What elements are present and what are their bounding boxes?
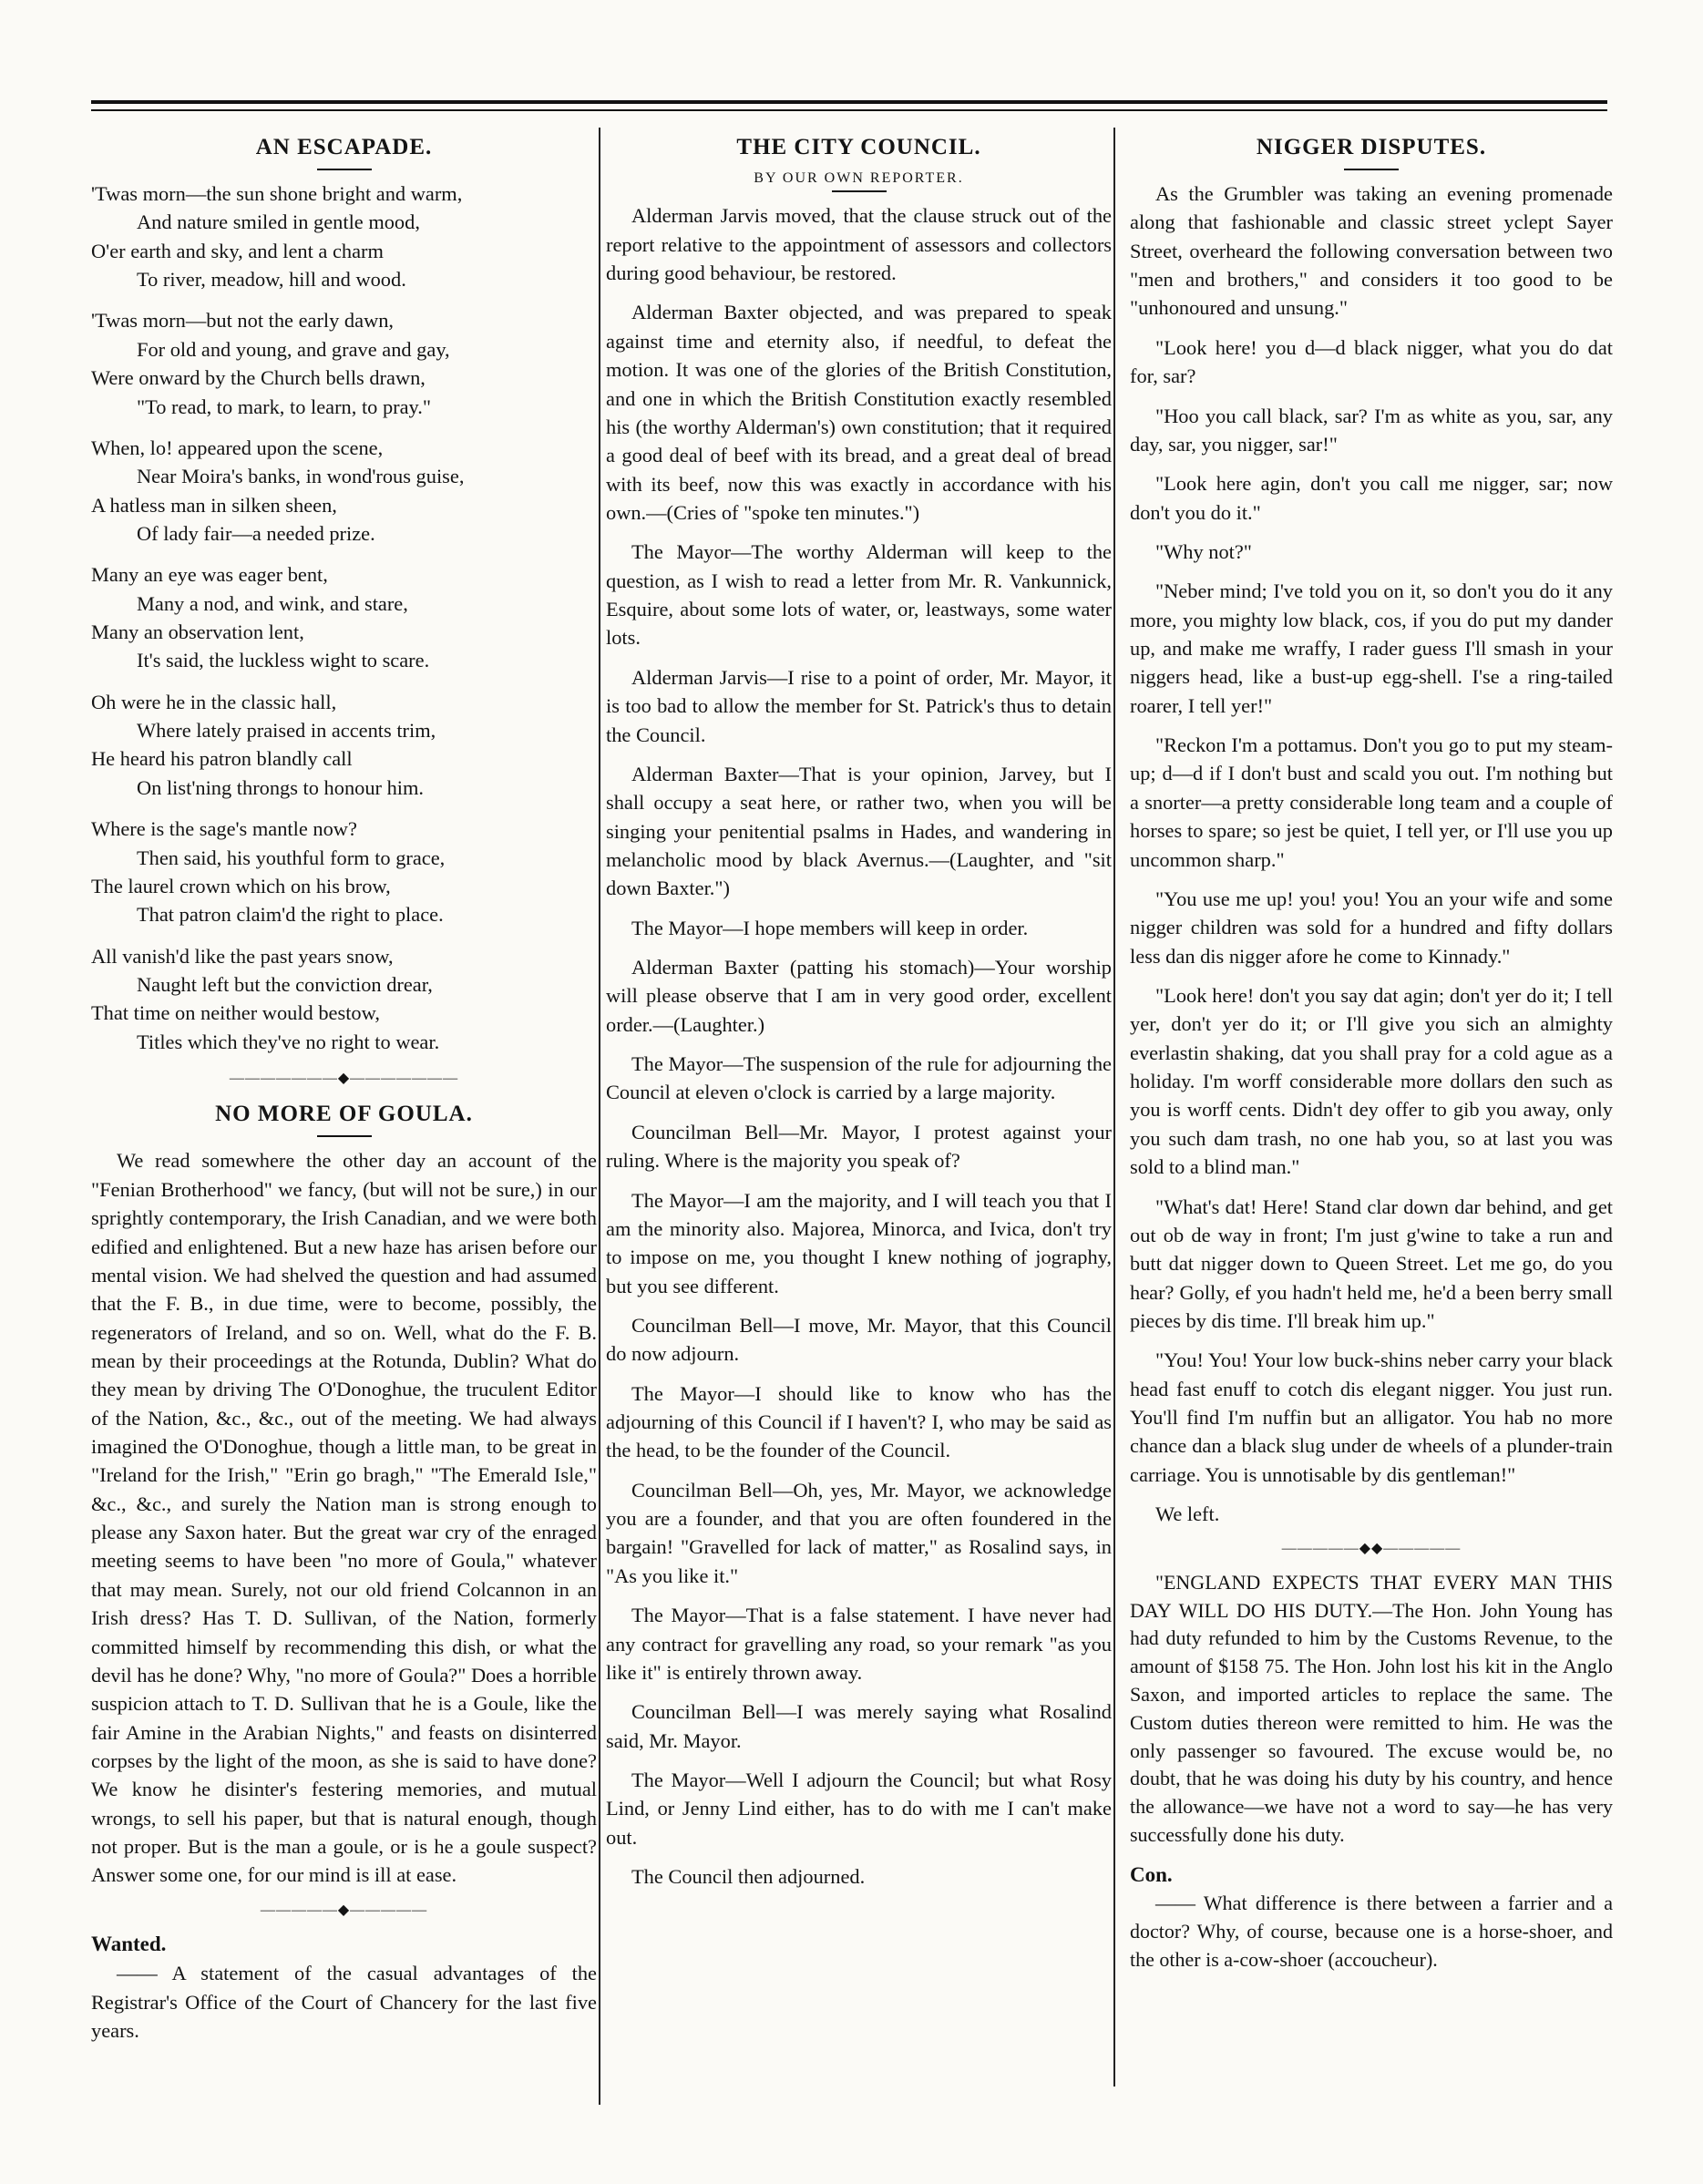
center-column xyxy=(606,128,1112,1902)
article-paragraph: Alderman Jarvis—I rise to a point of order, Mr. Mayor, it is too bad to allow the member for St. Patrick's thus to detain the Council. xyxy=(606,665,1112,746)
article-paragraph: Alderman Jarvis moved, that the clause struck out of the report relative to the appointment of assessors and collectors during good behaviour, be restored. xyxy=(606,204,1112,285)
title-underline xyxy=(1344,169,1399,170)
top-rule xyxy=(91,100,1607,104)
poem xyxy=(91,179,597,1056)
section-ornament: —————◆◆————— xyxy=(1281,1541,1462,1557)
con-paragraph: —— What difference is there between a farrier and a doctor? Why, of course, because one is a horse-shoer, and the other is a-cow-shoer (accoucheur). xyxy=(1130,1892,1613,1971)
poem-line: Titles which they've no right to wear. xyxy=(137,1030,440,1053)
poem-line: Many a nod, and wink, and stare, xyxy=(137,591,408,615)
poem-line: Many an observation lent, xyxy=(91,620,304,644)
poem-line: 'Twas morn—the sun shone bright and warm, xyxy=(91,182,463,205)
column-divider xyxy=(1113,128,1115,2087)
poem-line: Were onward by the Church bells drawn, xyxy=(91,366,426,390)
article-paragraph: The Mayor—The worthy Alderman will keep to the question, as I wish to read a letter from Mr. R. Vankunnick, Esquire, about some lots of water, or, leastways, some water lots. xyxy=(606,540,1112,650)
article-paragraph: The Mayor—I should like to know who has the adjourning of this Council if I haven't? I, who may be said as the head, to be the founder of the Council. xyxy=(606,1381,1112,1462)
poem-stanza xyxy=(91,688,597,802)
poem-line: Near Moira's banks, in wond'rous guise, xyxy=(137,465,465,488)
poem-line: Oh were he in the classic hall, xyxy=(91,690,337,713)
poem-line: That time on neither would bestow, xyxy=(91,1001,380,1025)
poem-line: To river, meadow, hill and wood. xyxy=(137,268,406,292)
right-column xyxy=(1130,128,1613,1984)
poem-line: "To read, to mark, to learn, to pray." xyxy=(137,395,432,418)
poem-title: AN ESCAPADE. xyxy=(255,135,433,159)
poem-line: That patron claim'd the right to place. xyxy=(137,903,444,927)
article-paragraph: "You! You! Your low buck-shins neber carry your black head fast enuff to cotch dis elegant nigger. You just run. You'll find I'm nuffin but an alligator. You hab no more chance dan a black slug under de wheels of a plunder-train carriage. You is unnotisable by dis gentleman!" xyxy=(1130,1348,1613,1486)
poem-line: It's said, the luckless wight to scare. xyxy=(137,649,430,672)
poem-stanza xyxy=(91,815,597,928)
title-underline xyxy=(317,1135,372,1137)
poem-stanza xyxy=(91,560,597,674)
section-ornament: —————◆————— xyxy=(260,1902,428,1918)
column-divider xyxy=(599,128,600,2105)
poem-line: O'er earth and sky, and lent a charm xyxy=(91,239,384,262)
left-column xyxy=(91,128,597,2056)
article-paragraph: Councilman Bell—Oh, yes, Mr. Mayor, we acknowledge you are a founder, and that you are often foundered in the bargain! "Gravelled for lack of matter," as Rosalind says, in "As you like it." xyxy=(606,1478,1112,1587)
poem-line: Where lately praised in accents trim, xyxy=(137,719,436,743)
poem-line: When, lo! appeared upon the scene, xyxy=(91,436,384,459)
article-paragraph: "What's dat! Here! Stand clar down dar behind, and get out ob de way in front; I'm just g'wine to take a run and butt dat nigger down to Queen Street. Let me go, do you hear? Golly, ef you hadn't held me, he'd a been berry small pieces by dis time. I'll break him up." xyxy=(1130,1195,1613,1332)
poem-line: 'Twas morn—but not the early dawn, xyxy=(91,309,395,333)
poem-line: Many an eye was eager bent, xyxy=(91,563,328,587)
poem-line: On list'ning throngs to honour him. xyxy=(137,775,425,799)
article-title: NO MORE OF GOULA. xyxy=(215,1102,473,1127)
article-paragraph: Alderman Baxter objected, and was prepared to speak against time and eternity also, if needful, to defeat the motion. It was one of the glories of the British Constitution, and one in which the British Constitution exactly resembled his (the worthy Alderman's) own constitution; that it required a good deal of beef with its bread, and a great deal of bread with its beef, now this was exactly in accordance with his own.—(Cries of "spoke ten minutes.") xyxy=(606,301,1112,524)
title-underline xyxy=(832,190,887,192)
england-paragraph: "ENGLAND EXPECTS THAT EVERY MAN THIS DAY WILL DO HIS DUTY.—The Hon. John Young has had duty refunded to him by the Customs Revenue, to the amount of $158 75. The Hon. John lost his kit in the Anglo Saxon, and imported articles to replace the same. The Custom duties thereon were remitted to him. He was the only passenger so favoured. The excuse would be, no doubt, that he was doing his duty by his country, and hence the allowance—we have not a word to say—he has very successfully done his duty. xyxy=(1130,1570,1613,1847)
poem-stanza xyxy=(91,434,597,548)
article-paragraph: We left. xyxy=(1155,1502,1220,1526)
poem-line: The laurel crown which on his brow, xyxy=(91,874,391,897)
article-paragraph: "Why not?" xyxy=(1155,539,1252,563)
section-ornament: ———————◆——————— xyxy=(229,1071,459,1087)
poem-stanza xyxy=(91,179,597,293)
poem-line: Naught left but the conviction drear, xyxy=(137,972,433,996)
article-paragraph: Alderman Baxter—That is your opinion, Jarvey, but I shall occupy a seat here, or rather two, when you will be singing your penitential psalms in Hades, and wandering in melancholic mood by black Avernus.—(Laughter, and "sit down Baxter.") xyxy=(606,762,1112,900)
title-underline xyxy=(317,169,372,170)
article-paragraph: "You use me up! you! you! You an your wife and some nigger children was sold for a hundred and fifty dollars less dan dis nigger afore he come to Kinnady." xyxy=(1130,887,1613,968)
article-paragraph: Councilman Bell—I was merely saying what Rosalind said, Mr. Mayor. xyxy=(606,1700,1112,1752)
poem-line: Where is the sage's mantle now? xyxy=(91,817,357,841)
poem-line: Then said, his youthful form to grace, xyxy=(137,846,446,869)
article-paragraph: The Mayor—The suspension of the rule for adjourning the Council at eleven o'clock is carried by a large majority. xyxy=(606,1052,1112,1104)
article-paragraph: We read somewhere the other day an account of the "Fenian Brotherhood" we fancy, (but will not be sure,) in our sprightly contemporary, the Irish Canadian, and we were both edified and enlightened. But a new haze has arisen before our mental vision. We had shelved the question and had assumed that the F. B., in due time, were to become, possibly, the regenerators of Ireland, and so on. Well, what do the F. B. mean by their proceedings at the Rotunda, Dublin? What do they mean by driving The O'Donoghue, the truculent Editor of the Nation, &c., &c., out of the meeting. We had always imagined the O'Donoghue, though a little man, to be great in "Ireland for the Irish," "Erin go bragh," "The Emerald Isle," &c., &c., and surely the Nation man is strong enough to please any Saxon hater. But the great war cry of the enraged meeting seems to have been "no more of Goula," whatever that may mean. Surely, not our old friend Colcannon in an Irish dress? Has T. D. Sullivan, of the Nation, formerly committed himself by recommending this dish, or what the devil has he done? Why, "no more of Goula?" Does a horrible suspicion attach to T. D. Sullivan that he is a Goule, like the fair Amine in the Arabian Nights," and feasts on disinterred corpses by the light of the moon, as she is said to have done? We know he disinter's festering memories, and mutual wrongs, to sell his paper, but that is natural enough, though not proper. But is the man a goule, or is he a goule suspect? Answer some one, for our mind is ill at ease. xyxy=(91,1149,597,1887)
article-paragraph: As the Grumbler was taking an evening promenade along that fashionable and classic street yclept Sayer Street, overheard the following conversation between two "men and brothers," and considers it too good to be "unhonoured and unsung." xyxy=(1130,182,1613,320)
byline: BY OUR OWN REPORTER. xyxy=(754,170,964,186)
poem-line: Of lady fair—a needed prize. xyxy=(137,521,375,545)
poem-line: And nature smiled in gentle mood, xyxy=(137,210,420,234)
article-paragraph: The Mayor—That is a false statement. I have never had any contract for gravelling any road, so your remark "as you like it" is entirely thrown away. xyxy=(606,1604,1112,1684)
wanted-heading: Wanted. xyxy=(91,1933,167,1956)
article-paragraph: The Mayor—I am the majority, and I will teach you that I am the minority also. Majorea, Minorca, and Ivica, don't try to impose on me, you thought I knew nothing of jography, but you see different. xyxy=(606,1188,1112,1297)
article-title: NIGGER DISPUTES. xyxy=(1256,135,1487,159)
con-heading: Con. xyxy=(1130,1862,1173,1886)
article-paragraph: "Neber mind; I've told you on it, so don't you do it any more, you mighty low black, cos, if you do put my dander up, and make me wraffy, I rader guess I'll smash in your niggers head, like a bust-up egg-shell. I'se a ring-tailed roarer, I tell yer!" xyxy=(1130,579,1613,717)
article-paragraph: "Reckon I'm a pottamus. Don't you go to put my steam-up; d—d if I don't bust and scald you out. I'm nothing but a snorter—a pretty considerable long team and a couple of horses to spare; so jest be quiet, I tell yer, or I'll use you up uncommon sharp." xyxy=(1130,733,1613,871)
article-paragraph: "Look here! you d—d black nigger, what you do dat for, sar? xyxy=(1130,335,1613,388)
article-paragraph: Councilman Bell—I move, Mr. Mayor, that this Council do now adjourn. xyxy=(606,1313,1112,1366)
article-title: THE CITY COUNCIL. xyxy=(736,135,981,159)
poem-stanza xyxy=(91,942,597,1056)
top-rule-thin xyxy=(91,109,1607,111)
article-paragraph: Alderman Baxter (patting his stomach)—Your worship will please observe that I am in very good order, excellent order.—(Laughter.) xyxy=(606,956,1112,1036)
article-paragraph: "Hoo you call black, sar? I'm as white as you, sar, any day, sar, you nigger, sar!" xyxy=(1130,404,1613,456)
article-paragraph: "Look here agin, don't you call me nigger, sar; now don't you do it." xyxy=(1130,472,1613,524)
article-paragraph: The Council then adjourned. xyxy=(631,1865,866,1889)
poem-line: He heard his patron blandly call xyxy=(91,747,353,771)
article-paragraph: Councilman Bell—Mr. Mayor, I protest against your ruling. Where is the majority you speak of? xyxy=(606,1120,1112,1173)
poem-line: For old and young, and grave and gay, xyxy=(137,337,450,361)
article-paragraph: "Look here! don't you say dat agin; don't yer do it; I tell yer, don't yer do it; or I'll give you sich an almighty everlastin shaking, dat you shall pray for a cold ague as a holiday. I'm worff considerable more dollars den such as you is worff cents. Didn't dey offer to gib you away, only you such dam trash, no one hab you, so at last you was sold to a blind man." xyxy=(1130,983,1613,1179)
poem-line: All vanish'd like the past years snow, xyxy=(91,944,394,968)
article-paragraph: The Mayor—I hope members will keep in order. xyxy=(631,916,1029,939)
poem-line: A hatless man in silken sheen, xyxy=(91,493,337,517)
wanted-paragraph: —— A statement of the casual advantages of the Registrar's Office of the Court of Chancery for the last five years. xyxy=(91,1962,597,2043)
poem-stanza xyxy=(91,306,597,420)
article-paragraph: The Mayor—Well I adjourn the Council; but what Rosy Lind, or Jenny Lind either, has to do with me I can't make out. xyxy=(606,1769,1112,1849)
